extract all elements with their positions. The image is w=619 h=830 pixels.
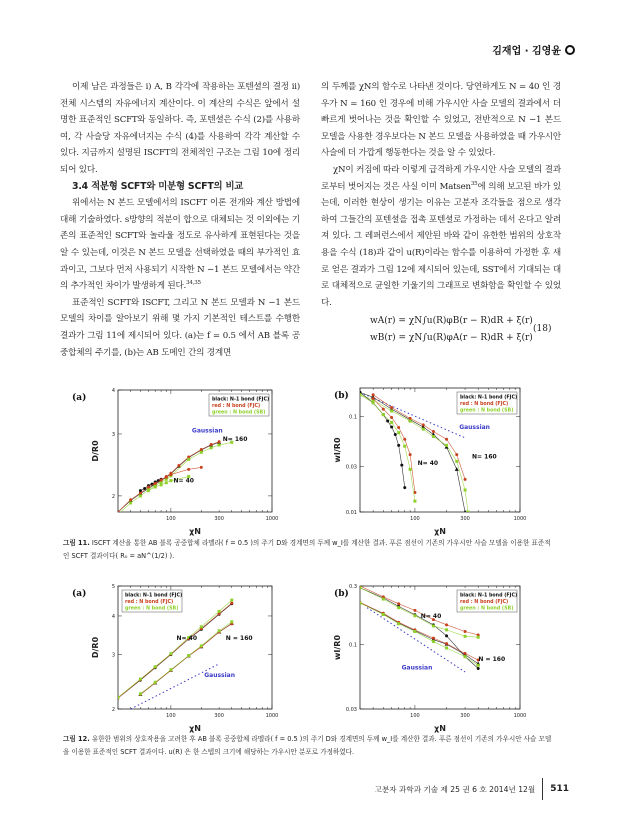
- series-line: [373, 399, 415, 493]
- data-point: [117, 511, 120, 514]
- x-tick-label: 100: [166, 516, 176, 522]
- data-point: [382, 613, 385, 616]
- data-point: [169, 668, 172, 671]
- right-column: [321, 79, 561, 311]
- data-point: [445, 642, 448, 645]
- annotation: N= 40: [176, 635, 198, 643]
- series-gaussian-gaussian: [131, 664, 219, 709]
- data-point: [390, 425, 393, 428]
- data-point: [455, 467, 459, 471]
- data-point: [464, 489, 467, 492]
- data-point: [169, 652, 172, 655]
- data-point: [187, 458, 190, 461]
- legend: [209, 394, 269, 416]
- data-point: [359, 586, 362, 589]
- x-tick-label: 1000: [513, 713, 527, 719]
- annotation: N = 160: [225, 635, 253, 643]
- data-point: [445, 438, 448, 441]
- data-point: [413, 614, 416, 617]
- data-point: [117, 513, 120, 516]
- data-point: [200, 644, 203, 647]
- data-point: [230, 602, 233, 605]
- left-para-1: 이제 남은 과정들은 i) A, B 각각에 작용하는 포텐셜의 결정 ii) 전체 시스템의 자유에너지 계산이다. 이 계산의 수식은 앞에서 설명한 표준적인 SCFT와 동일하다. 즉, 포텐셜은 수식 (2)를 사용하여, 각 사슬당 자유에너지는 수식 (4)를 사용하여 각각 계산할 수 있다. 지금까지 설명된 ISCFT의 전체적인 구조는 그림 10에 정리되어 있다.: [60, 82, 300, 175]
- figure-11-text: ISCFT 계산을 통한 AB 블록 공중합체 라멜라( f = 0.5 )의 주기 D와 경계면의 두께 w_I를 계산한 결과. 푸른 점선이 기존의 가우시안 사슬 모델을 이용한 표준적인 SCFT 결과이다( R₀ = aN^(1/2) ).: [63, 539, 551, 560]
- series-line: [360, 392, 405, 487]
- left-para-2: [60, 195, 300, 295]
- figure-12-caption: [63, 733, 553, 758]
- data-point: [372, 397, 375, 400]
- data-point: [139, 494, 142, 497]
- figure-12a: [60, 574, 290, 734]
- figure-12-text: 유한한 범위의 상호작용을 고려한 후 AB 블록 공중합체 라멜라( f = 0.5 )의 주기 D와 경계면의 두께 w_I를 계산한 결과. 푸른 점선이 기존의 가우시안 사슬 모델을 이용한 표준적인 SCFT 결과이다. u(R) 은 한 스텝의 크기에 해당하는 가우시안 분포로 가정하였다.: [63, 735, 552, 756]
- x-tick-label: 300: [460, 713, 470, 719]
- annotation: N= 40: [420, 612, 442, 620]
- panel-label: (b): [334, 589, 349, 599]
- panel-label: (b): [334, 391, 349, 401]
- series-red: [372, 393, 467, 481]
- data-point: [154, 482, 157, 485]
- y-tick-label: 3: [111, 431, 115, 438]
- data-point: [129, 498, 132, 501]
- legend-entry-red: red : N bond (FJC): [460, 402, 509, 407]
- data-point: [160, 478, 163, 481]
- page-footer: [375, 778, 569, 800]
- data-point: [187, 468, 190, 471]
- data-point: [432, 637, 435, 640]
- data-point: [147, 485, 150, 488]
- data-point: [432, 624, 435, 627]
- data-point: [397, 602, 400, 605]
- annotation: N= 160: [472, 453, 497, 461]
- data-point: [359, 602, 362, 605]
- data-point: [390, 409, 393, 412]
- data-point: [397, 606, 400, 609]
- data-point: [403, 445, 406, 448]
- legend: [457, 392, 517, 414]
- data-point: [154, 485, 157, 488]
- data-point: [467, 511, 470, 514]
- data-point: [165, 476, 168, 479]
- data-point: [165, 481, 168, 484]
- data-point: [187, 654, 190, 657]
- series-red: [372, 397, 417, 494]
- y-axis-label: D/R0: [91, 440, 100, 462]
- data-point: [455, 460, 458, 463]
- data-point: [445, 444, 448, 447]
- left-column: [60, 79, 300, 361]
- data-point: [409, 420, 412, 423]
- data-point: [359, 393, 362, 396]
- data-point: [154, 665, 157, 668]
- figure-12-label: 그림 12.: [63, 735, 90, 743]
- data-point: [200, 466, 203, 469]
- plot-area: [117, 599, 234, 709]
- data-point: [413, 500, 416, 503]
- figure-11a: [60, 378, 290, 538]
- left-para-2-text: 위에서는 N 본드 모델에서의 ISCFT 이론 전개와 계산 방법에 대해 기술하였다. s방향의 적분이 합으로 대체되는 것 이외에는 기존의 표준적인 SCFT와 놀라울 정도로 유사하게 표현된다는 것을 알 수 있는데, 이것은 N 본드 모델을 선택하였을 때의 부가적인 효과이고, 그보다 먼저 사용되기 시작한 N −1 본드 모델에서는 약간의 추가적인 차이가 발생하게 된다.: [60, 198, 300, 292]
- data-point: [413, 630, 416, 633]
- data-point: [382, 413, 385, 416]
- data-point: [139, 678, 142, 681]
- data-point: [409, 468, 412, 471]
- legend-entry-black: black: N-1 bond (FJC): [125, 593, 183, 599]
- data-point: [177, 464, 180, 467]
- data-point: [160, 483, 163, 486]
- left-para-3: 표준적인 SCFT와 ISCFT, 그리고 N 본드 모델과 N −1 본드 모델의 차이를 알아보기 위해 몇 가지 기본적인 테스트를 수행한 결과가 그림 11에 제시되어 있다. (a)는 f = 0.5 에서 AB 블록 공중합체의 주기를, (b)는 AB 도메인 간의 경계면: [60, 297, 300, 358]
- y-tick-label: 0.1: [349, 642, 357, 649]
- data-point: [413, 609, 416, 612]
- data-point: [397, 444, 400, 447]
- data-point: [139, 692, 142, 695]
- x-tick-label: 100: [410, 713, 420, 719]
- data-point: [139, 489, 142, 492]
- data-point: [432, 435, 435, 438]
- y-tick-label: 0.3: [349, 584, 357, 590]
- data-point: [397, 622, 400, 625]
- data-point: [445, 646, 448, 649]
- x-tick-label: 300: [460, 516, 470, 522]
- footer-divider: [542, 778, 543, 800]
- legend: [122, 590, 182, 612]
- legend-entry-black: black: N-1 bond (FJC): [212, 397, 270, 403]
- data-point: [390, 421, 393, 424]
- series-green: [139, 620, 236, 695]
- data-point: [477, 664, 480, 667]
- data-point: [218, 629, 221, 632]
- equation-line-2: wB(r) = χN∫u(R)φA(r − R)dR + ξ(r): [370, 333, 533, 343]
- page-number: 511: [550, 784, 569, 794]
- data-point: [200, 451, 203, 454]
- legend-entry-green: green : N bond (SB): [125, 606, 179, 612]
- data-point: [394, 433, 397, 436]
- right-para-1: 의 두께를 χN의 함수로 나타낸 것이다. 당연하게도 N = 40 인 경우가 N = 160 인 경우에 비해 가우시안 사슬 모델의 결과에서 더 빠르게 벗어나는 것을 확인할 수 있었고, 전반적으로 N −1 본드 모델을 사용한 경우보다는 N 본드 모델을 사용하였을 때 가우시안 사슬에 더 가깝게 행동한다는 것을 알 수 있었다.: [321, 82, 561, 159]
- data-point: [210, 446, 213, 449]
- data-point: [117, 696, 120, 699]
- series-green: [117, 599, 234, 699]
- x-axis-label: χN: [189, 527, 201, 536]
- y-tick-label: 0.03: [345, 707, 357, 713]
- series-line: [360, 392, 465, 512]
- data-point: [445, 634, 448, 637]
- legend-entry-red: red : N bond (FJC): [460, 600, 509, 605]
- legend-entry-red: red : N bond (FJC): [212, 404, 261, 409]
- data-point: [445, 623, 448, 626]
- equation-number: (18): [533, 324, 552, 334]
- data-point: [397, 426, 400, 429]
- data-point: [147, 489, 150, 492]
- legend-entry-green: green : N bond (SB): [212, 410, 266, 416]
- figure-12b: [320, 574, 550, 734]
- legend-entry-red: red : N bond (FJC): [125, 600, 174, 605]
- data-point: [154, 681, 157, 684]
- data-point: [403, 438, 406, 441]
- annotation: N= 40: [173, 477, 194, 485]
- y-tick-label: 0.1: [349, 414, 357, 421]
- right-para-2: [321, 162, 561, 311]
- data-point: [230, 599, 233, 602]
- section-title: 3.4 적분형 SCFT와 미분형 SCFT의 비교: [72, 180, 244, 192]
- data-point: [464, 655, 467, 658]
- x-axis-label: χN: [434, 724, 446, 733]
- x-tick-label: 1000: [265, 713, 279, 719]
- series-line: [118, 600, 232, 697]
- y-tick-label: 5: [111, 584, 115, 590]
- data-point: [409, 417, 412, 420]
- x-tick-label: 100: [166, 713, 176, 719]
- y-tick-label: 0.03: [345, 464, 357, 471]
- y-tick-label: 3: [111, 652, 115, 659]
- data-point: [464, 630, 467, 633]
- y-tick-label: 2: [111, 707, 115, 713]
- legend-entry-green: green : N bond (SB): [460, 606, 514, 612]
- data-point: [400, 464, 403, 467]
- series-line: [360, 395, 415, 501]
- legend-entry-green: green : N bond (SB): [460, 408, 514, 414]
- x-axis-label: χN: [189, 724, 201, 733]
- data-point: [422, 428, 425, 431]
- x-axis-label: χN: [434, 527, 446, 536]
- header-authors: 김재업 · 김영윤: [492, 46, 561, 57]
- data-point: [397, 431, 400, 434]
- legend: [457, 590, 517, 612]
- data-point: [218, 444, 221, 447]
- y-axis-label: wI/R0: [333, 634, 342, 661]
- data-point: [372, 401, 375, 404]
- x-tick-label: 1000: [513, 516, 527, 522]
- data-point: [422, 423, 425, 426]
- chart-fig12a: [60, 574, 290, 734]
- x-tick-label: 1000: [265, 516, 279, 522]
- x-tick-label: 100: [410, 516, 420, 522]
- series-red: [117, 602, 234, 700]
- data-point: [382, 598, 385, 601]
- y-axis-label: wI/R0: [333, 437, 342, 463]
- panel-label: (a): [72, 393, 87, 403]
- equation-line-1: wA(r) = χN∫u(R)φB(r − R)dR + ξ(r): [370, 316, 533, 326]
- chart-fig11a: [60, 378, 290, 538]
- series-red: [139, 622, 236, 695]
- data-point: [200, 448, 203, 451]
- data-point: [230, 620, 233, 623]
- running-header: [492, 42, 575, 57]
- panel-label: (a): [72, 589, 87, 599]
- data-point: [477, 636, 480, 639]
- data-point: [432, 430, 435, 433]
- legend-entry-black: black: N-1 bond (FJC): [460, 593, 518, 599]
- annotation: Gaussian: [204, 672, 236, 680]
- data-point: [372, 393, 375, 396]
- data-point: [382, 408, 385, 411]
- data-point: [143, 487, 146, 490]
- right-para-2a: χN이 커짐에 따라 이렇게 급격하게 가우시안 사슬 모델의 결과로부터 벗어지는 것은 사실 이미 Matsen: [321, 164, 561, 192]
- data-point: [129, 501, 132, 504]
- series-black: [139, 478, 163, 492]
- data-point: [464, 635, 467, 638]
- footer-journal: 고분자 과학과 기술 제 25 권 6 호 2014년 12월: [374, 784, 536, 794]
- data-point: [445, 628, 448, 631]
- data-point: [210, 443, 213, 446]
- y-axis-label: D/R0: [91, 636, 100, 659]
- y-tick-label: 2: [111, 493, 115, 500]
- data-point: [218, 440, 221, 443]
- data-point: [464, 652, 467, 655]
- annotation: Gaussian: [191, 427, 223, 435]
- legend-entry-black: black: N-1 bond (FJC): [460, 395, 518, 401]
- x-tick-label: 300: [214, 516, 224, 522]
- annotation: N = 160: [478, 656, 506, 664]
- data-point: [477, 667, 480, 670]
- data-point: [200, 625, 203, 628]
- data-point: [169, 479, 172, 482]
- series-line: [131, 664, 219, 709]
- y-tick-label: 4: [111, 613, 115, 620]
- figure-11-caption: [63, 537, 553, 562]
- data-point: [169, 473, 172, 476]
- plot-area: [358, 390, 470, 513]
- annotation: Gaussian: [459, 423, 490, 431]
- figure-11b: [320, 378, 550, 538]
- left-para-2-ref: 34,35: [186, 280, 201, 287]
- annotation: Gaussian: [401, 664, 433, 672]
- right-para-2-ref: 35: [470, 180, 478, 187]
- y-tick-label: 0.01: [345, 510, 357, 516]
- chart-fig12b: [320, 574, 550, 734]
- annotation: N= 40: [417, 459, 439, 467]
- data-point: [390, 406, 393, 409]
- chart-fig11b: [320, 378, 550, 538]
- data-point: [464, 478, 467, 481]
- y-tick-label: 4: [111, 388, 115, 394]
- annotation: N= 160: [222, 436, 248, 444]
- data-point: [218, 610, 221, 613]
- data-point: [455, 453, 458, 456]
- data-point: [403, 486, 406, 489]
- equation-18: [370, 313, 533, 347]
- header-circle-icon: [565, 45, 575, 55]
- figure-11-label: 그림 11.: [63, 539, 90, 547]
- data-point: [390, 416, 393, 419]
- data-point: [409, 453, 412, 456]
- data-point: [432, 640, 435, 643]
- x-tick-label: 300: [214, 713, 224, 719]
- series-line: [118, 442, 219, 512]
- right-para-2b: 에 의해 보고된 바가 있는데, 이러한 현상이 생기는 이유는 고분자 조각들을 점으로 생각하여 그들간의 포텐셜을 접촉 포텐셜로 가정하는 데서 온다고 알려져 있다. 그 레퍼런스에서 제안된 바와 같이 유한한 범위의 상호작용을 수식 (18)과 같이 u(R)이라는 함수를 이용하여 가정한 후 새로 얻은 결과가 그림 12에 제시되어 있는데, SST에서 기대되는 대로 대체적으로 균일한 기울기의 그래프로 변화함을 확인할 수 있었다.: [321, 181, 562, 308]
